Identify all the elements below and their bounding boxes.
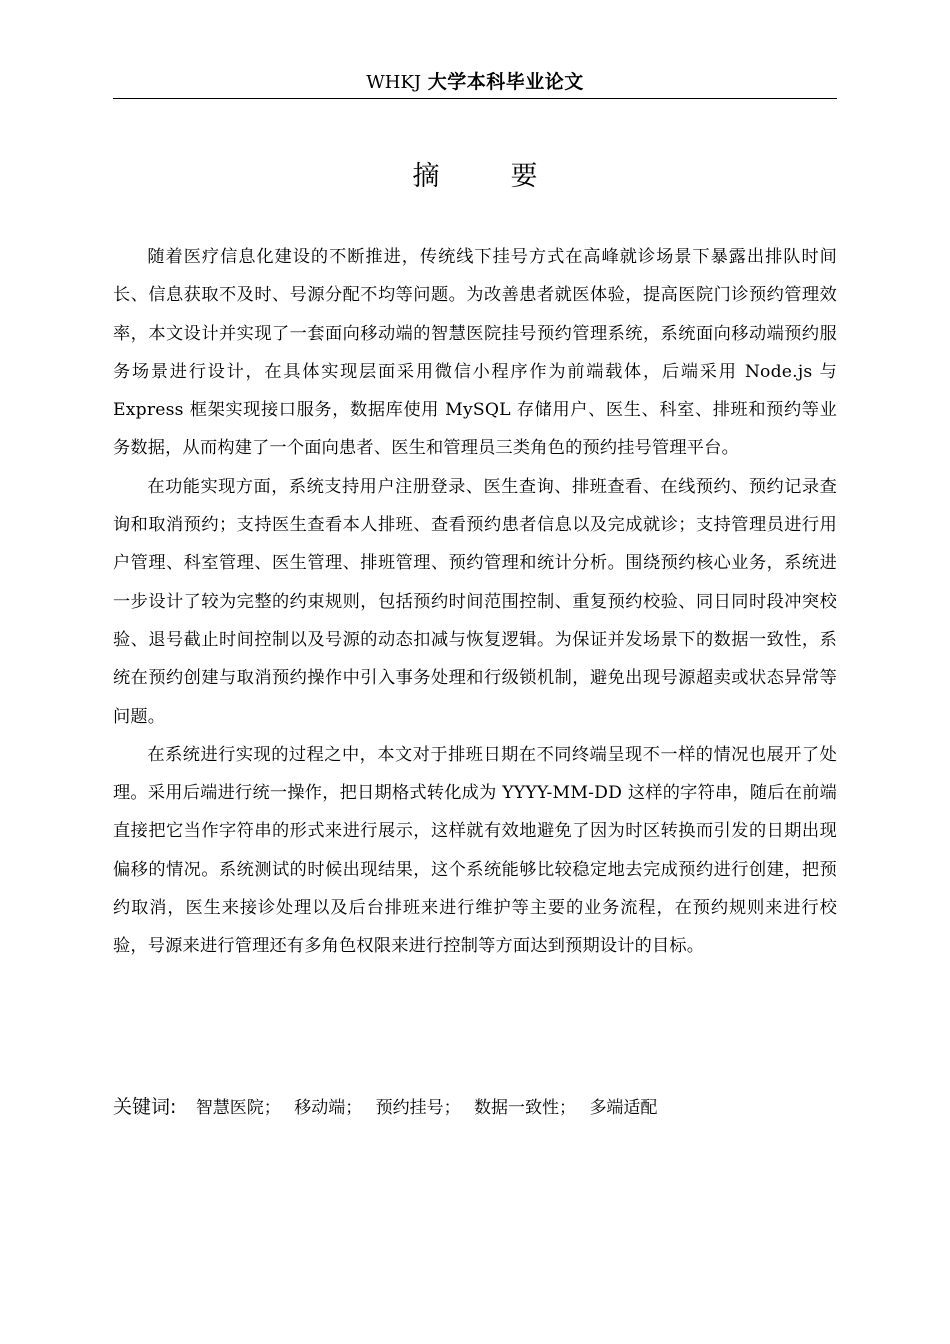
abstract-paragraph: 在功能实现方面，系统支持用户注册登录、医生查询、排班查看、在线预约、预约记录查询和取消预约；支持医生查看本人排班、查看预约患者信息以及完成就诊；支持管理员进行用户管理、科室管理、医生管理、排班管理、预约管理和统计分析。围绕预约核心业务，系统进一步设计了较为完整的约束规则，包括预约时间范围控制、重复预约校验、同日同时段冲突校验、退号截止时间控制以及号源的动态扣减与恢复逻辑。为保证并发场景下的数据一致性，系统在预约创建与取消预约操作中引入事务处理和行级锁机制，避免出现号源超卖或状态异常等问题。 xyxy=(113,476,837,727)
header-school-code: WHKJ xyxy=(366,72,422,93)
page-header xyxy=(113,70,837,99)
keyword-item: 预约挂号； xyxy=(375,1098,461,1118)
keywords-label: 关键词: xyxy=(113,1096,177,1118)
keyword-item: 多端适配 xyxy=(589,1098,658,1118)
keyword-item: 移动端； xyxy=(294,1098,363,1118)
header-document-type: 大学本科毕业论文 xyxy=(427,71,584,93)
abstract-paragraph: 随着医疗信息化建设的不断推进，传统线下挂号方式在高峰就诊场景下暴露出排队时间长、信息获取不及时、号源分配不均等问题。为改善患者就医体验，提高医院门诊预约管理效率，本文设计并实现了一套面向移动端的智慧医院挂号预约管理系统，系统面向移动端预约服务场景进行设计，在具体实现层面采用微信小程序作为前端载体，后端采用 Node.js 与 Express 框架实现接口服务，数据库使用 MySQL 存储用户、医生、科室、排班和预约等业务数据，从而构建了一个面向患者、医生和管理员三类角色的预约挂号管理平台。 xyxy=(113,247,837,459)
keyword-item: 数据一致性； xyxy=(474,1098,577,1118)
abstract-body xyxy=(113,238,837,966)
header-title xyxy=(366,70,583,95)
abstract-paragraph: 在系统进行实现的过程之中，本文对于排班日期在不同终端呈现不一样的情况也展开了处理。采用后端进行统一操作，把日期格式转化成为 YYYY-MM-DD 这样的字符串，随后在前端直接把它当作字符串的形式来进行展示，这样就有效地避免了因为时区转换而引发的日期出现偏移的情况。系统测试的时候出现结果，这个系统能够比较稳定地去完成预约进行创建，把预约取消，医生来接诊处理以及后台排班来进行维护等主要的业务流程，在预约规则来进行校验，号源来进行管理还有多角色权限来进行控制等方面达到预期设计的目标。 xyxy=(113,744,837,957)
keyword-item: 智慧医院； xyxy=(195,1098,281,1118)
abstract-title: 摘 要 xyxy=(412,161,560,192)
keywords-line xyxy=(113,1090,837,1125)
